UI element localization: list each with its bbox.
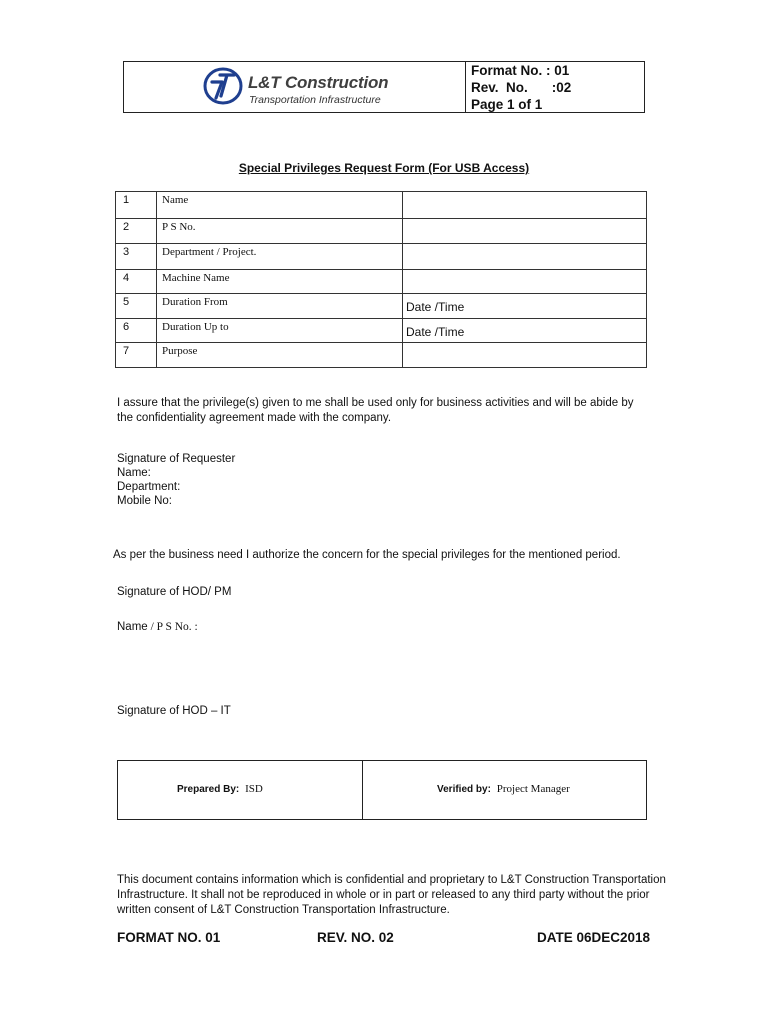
row-number: 1 [116, 192, 157, 219]
confidential-line-1: This document contains information which is confidential and proprietary to L&T Construction Transportation [117, 874, 666, 886]
table-row [116, 219, 647, 244]
row-number: 4 [116, 270, 157, 294]
table-row [116, 244, 647, 270]
table-row [116, 343, 647, 368]
table-row [116, 192, 647, 219]
field-value-ps-no[interactable] [403, 219, 647, 244]
requester-name-label: Name: [117, 467, 151, 479]
requester-mobile-label: Mobile No: [117, 495, 172, 507]
page-number: Page 1 of 1 [471, 97, 543, 112]
field-value-machine-name[interactable] [403, 270, 647, 294]
hod-pm-ps-label: / P S No. : [147, 621, 198, 633]
field-value-name[interactable] [403, 192, 647, 219]
row-number: 5 [116, 294, 157, 319]
row-number: 2 [116, 219, 157, 244]
revision-label: Rev. No. [471, 80, 528, 95]
table-row [116, 294, 647, 319]
approval-divider [362, 760, 363, 820]
request-fields-table [115, 191, 647, 368]
row-number: 3 [116, 244, 157, 270]
row-number: 7 [116, 343, 157, 368]
requester-signature-label: Signature of Requester [117, 453, 236, 465]
field-label-duration-from: Duration From [157, 294, 403, 319]
revision-value: :02 [551, 80, 572, 95]
format-number: Format No. : 01 [471, 63, 570, 78]
footer-revision-number: REV. NO. 02 [317, 930, 394, 945]
hod-pm-name-line [117, 620, 198, 635]
authorization-statement: As per the business need I authorize the concern for the special privileges for the mentioned period. [113, 549, 621, 561]
prepared-by [177, 783, 263, 795]
form-title: Special Privileges Request Form (For USB Access) [238, 161, 530, 175]
prepared-by-value: ISD [245, 783, 263, 795]
requester-department-label: Department: [117, 481, 181, 493]
company-division: Transportation Infrastructure [249, 94, 381, 106]
assurance-line-2: the confidentiality agreement made with the company. [117, 412, 392, 424]
field-label-name: Name [157, 192, 403, 219]
prepared-by-label: Prepared By: [177, 784, 240, 795]
footer-date: DATE 06DEC2018 [537, 930, 651, 945]
lt-logo-icon [203, 66, 243, 106]
field-label-department: Department / Project. [157, 244, 403, 270]
field-label-ps-no: P S No. [157, 219, 403, 244]
field-label-machine-name: Machine Name [157, 270, 403, 294]
field-value-duration-from[interactable]: Date /Time [403, 294, 647, 319]
company-name: L&T Construction [248, 73, 389, 92]
header-divider [465, 61, 466, 113]
revision-number [471, 79, 571, 96]
footer-format-number: FORMAT NO. 01 [117, 930, 221, 945]
verified-by-value: Project Manager [496, 783, 570, 795]
field-value-duration-up-to[interactable]: Date /Time [403, 319, 647, 343]
table-row [116, 270, 647, 294]
confidential-line-3: written consent of L&T Construction Transportation Infrastructure. [117, 904, 450, 916]
field-value-department[interactable] [403, 244, 647, 270]
confidential-line-2: Infrastructure. It shall not be reproduced in whole or in part or released to any third party without the prior [117, 889, 650, 901]
field-label-duration-up-to: Duration Up to [157, 319, 403, 343]
field-value-purpose[interactable] [403, 343, 647, 368]
hod-it-signature-label: Signature of HOD – IT [117, 705, 231, 717]
verified-by [437, 783, 570, 795]
table-row [116, 319, 647, 343]
hod-pm-signature-label: Signature of HOD/ PM [117, 586, 232, 598]
field-label-purpose: Purpose [157, 343, 403, 368]
row-number: 6 [116, 319, 157, 343]
verified-by-label: Verified by: [437, 784, 491, 795]
hod-pm-name-label: Name [117, 621, 148, 633]
assurance-line-1: I assure that the privilege(s) given to me shall be used only for business activities and will be abide by [117, 397, 634, 409]
